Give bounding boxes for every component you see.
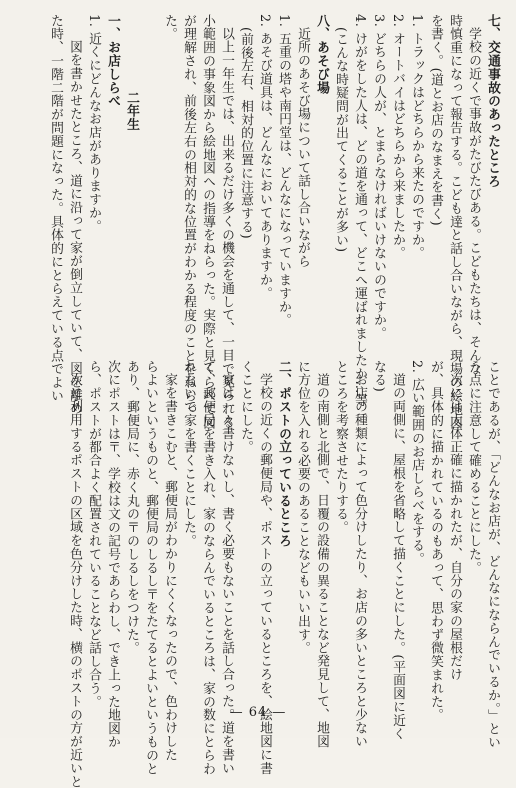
text-column: う点に注意して確めることにした。 (466, 360, 481, 575)
text-column: ところを考察させたりする。 (333, 360, 348, 535)
section-heading: 二年生 (124, 90, 139, 131)
text-column: 2. 広い範囲のお店しらべをする。 (409, 360, 424, 566)
text-column: 1. 五重の塔や南円堂は、どんなになっていますか。 (276, 14, 291, 327)
text-column: あり、郵便局に、赤く丸の〒のしるしをつけた。 (124, 360, 139, 655)
text-column: に方位を入れる必要のあることなどもいい出す。 (295, 360, 310, 655)
text-column: 小範囲の事象図から絵地図への指導をねらった。実際と見くらべて図 (200, 14, 215, 430)
text-column: 時慎重になって報告する。こども達と話し合いながら、現場の絵地図 (447, 14, 462, 430)
text-column: 2. オートバイはどちらから来ましたか。 (390, 14, 405, 260)
text-column: を書く。(道とお店のなまえを書く) (428, 14, 443, 227)
text-column: 次に利用するポストの区域を色分けした時、横のポストの方が近いと (67, 372, 82, 788)
text-column: れないで家を書くことにした。 (181, 360, 196, 548)
text-column: 家を書きこむと、郵便局がわかりにくくなったので、色わけした (162, 372, 177, 762)
text-column: 次には大体正確に描かれたが、自分の家の屋根だけ (447, 372, 462, 681)
text-column: 近所のあそび場について話し合いながら (295, 26, 310, 268)
text-column: 学校の近くで事故がたびたびある。こどもたちは、そんな (466, 26, 481, 376)
text-column: 次にポストは〒、学校は文の記号であらわし、でき上った地図か (105, 360, 120, 749)
text-column: らよいというものと、郵便局のしるし〒をたてるとよいというものと (143, 360, 158, 776)
text-column: くことにした。 (238, 360, 253, 454)
text-column: て、郵便局を書き入れ、家のならんでいるところは、家の数にとらわ (200, 360, 215, 776)
text-column: 2. あそび道具は、どんなにおいてありますか。 (257, 14, 272, 301)
text-column: が理解され、前後左右の相対的な位置がわかる程度のことをねらっ (181, 14, 196, 416)
text-column: た。 (162, 14, 177, 41)
text-column: 道の両側に、屋根を省略して描くことにした。(平面図に近く (390, 372, 405, 741)
text-column: 4. けがをした人は、どの道を通って、どこへ運ばれましたか…等 (352, 14, 367, 408)
section-heading: 一、お店しらべ (105, 14, 120, 108)
text-column: 1. トラックはどちらから来たのですか。 (409, 14, 424, 260)
text-column: 以上一年生では、出来るだけ多くの機会を通して、一目で見られる (219, 26, 234, 429)
text-column: なる) (371, 360, 386, 393)
text-column: (こんな時疑問が出てくることが多い) (333, 26, 348, 253)
section-heading: 八、あそび場 (314, 14, 329, 95)
section-heading: 七、交通事故のあったところ (485, 14, 500, 189)
page-number: — 64 — (229, 705, 287, 720)
text-column: 学校の近くの郵便局や、ポストの立っているところを、絵地図に書 (257, 372, 272, 775)
text-column: 1. 近くにどんなお店がありますか。 (86, 14, 101, 234)
text-column: 3. どちらの人が、とまらなければいけないのですか。 (371, 14, 386, 341)
text-column: 図を書かせたところ、道に沿って家が倒立していて、図を離め (67, 39, 82, 415)
text-column: ら、ポストが都合よく配置されていることなど話し合う。 (86, 360, 101, 709)
text-column (141, 14, 160, 339)
text-column: た時、一階二階が問題になった。具体的にとらえている点でよい (48, 14, 63, 403)
section-heading: 二、ポストの立っているところ (276, 360, 291, 548)
text-column: (前後左右、相対的位置に注意する) (238, 26, 253, 239)
text-column: が、具体的に描かれているのもあって、思わず微笑まれた。 (428, 360, 443, 722)
text-column: ことであるが、「どんなお店が、どんなにならんでいるか。」とい (485, 360, 500, 750)
text-column: 家は一々書けないし、書く必要もないことを話し合った。道を書い (219, 372, 234, 775)
text-column: お店の種類によって色分けしたり、お店の多いところと少ない (352, 372, 367, 748)
text-column: 道の南側と北側で、日覆の設備の異ることなど発見して、地図 (314, 372, 329, 748)
